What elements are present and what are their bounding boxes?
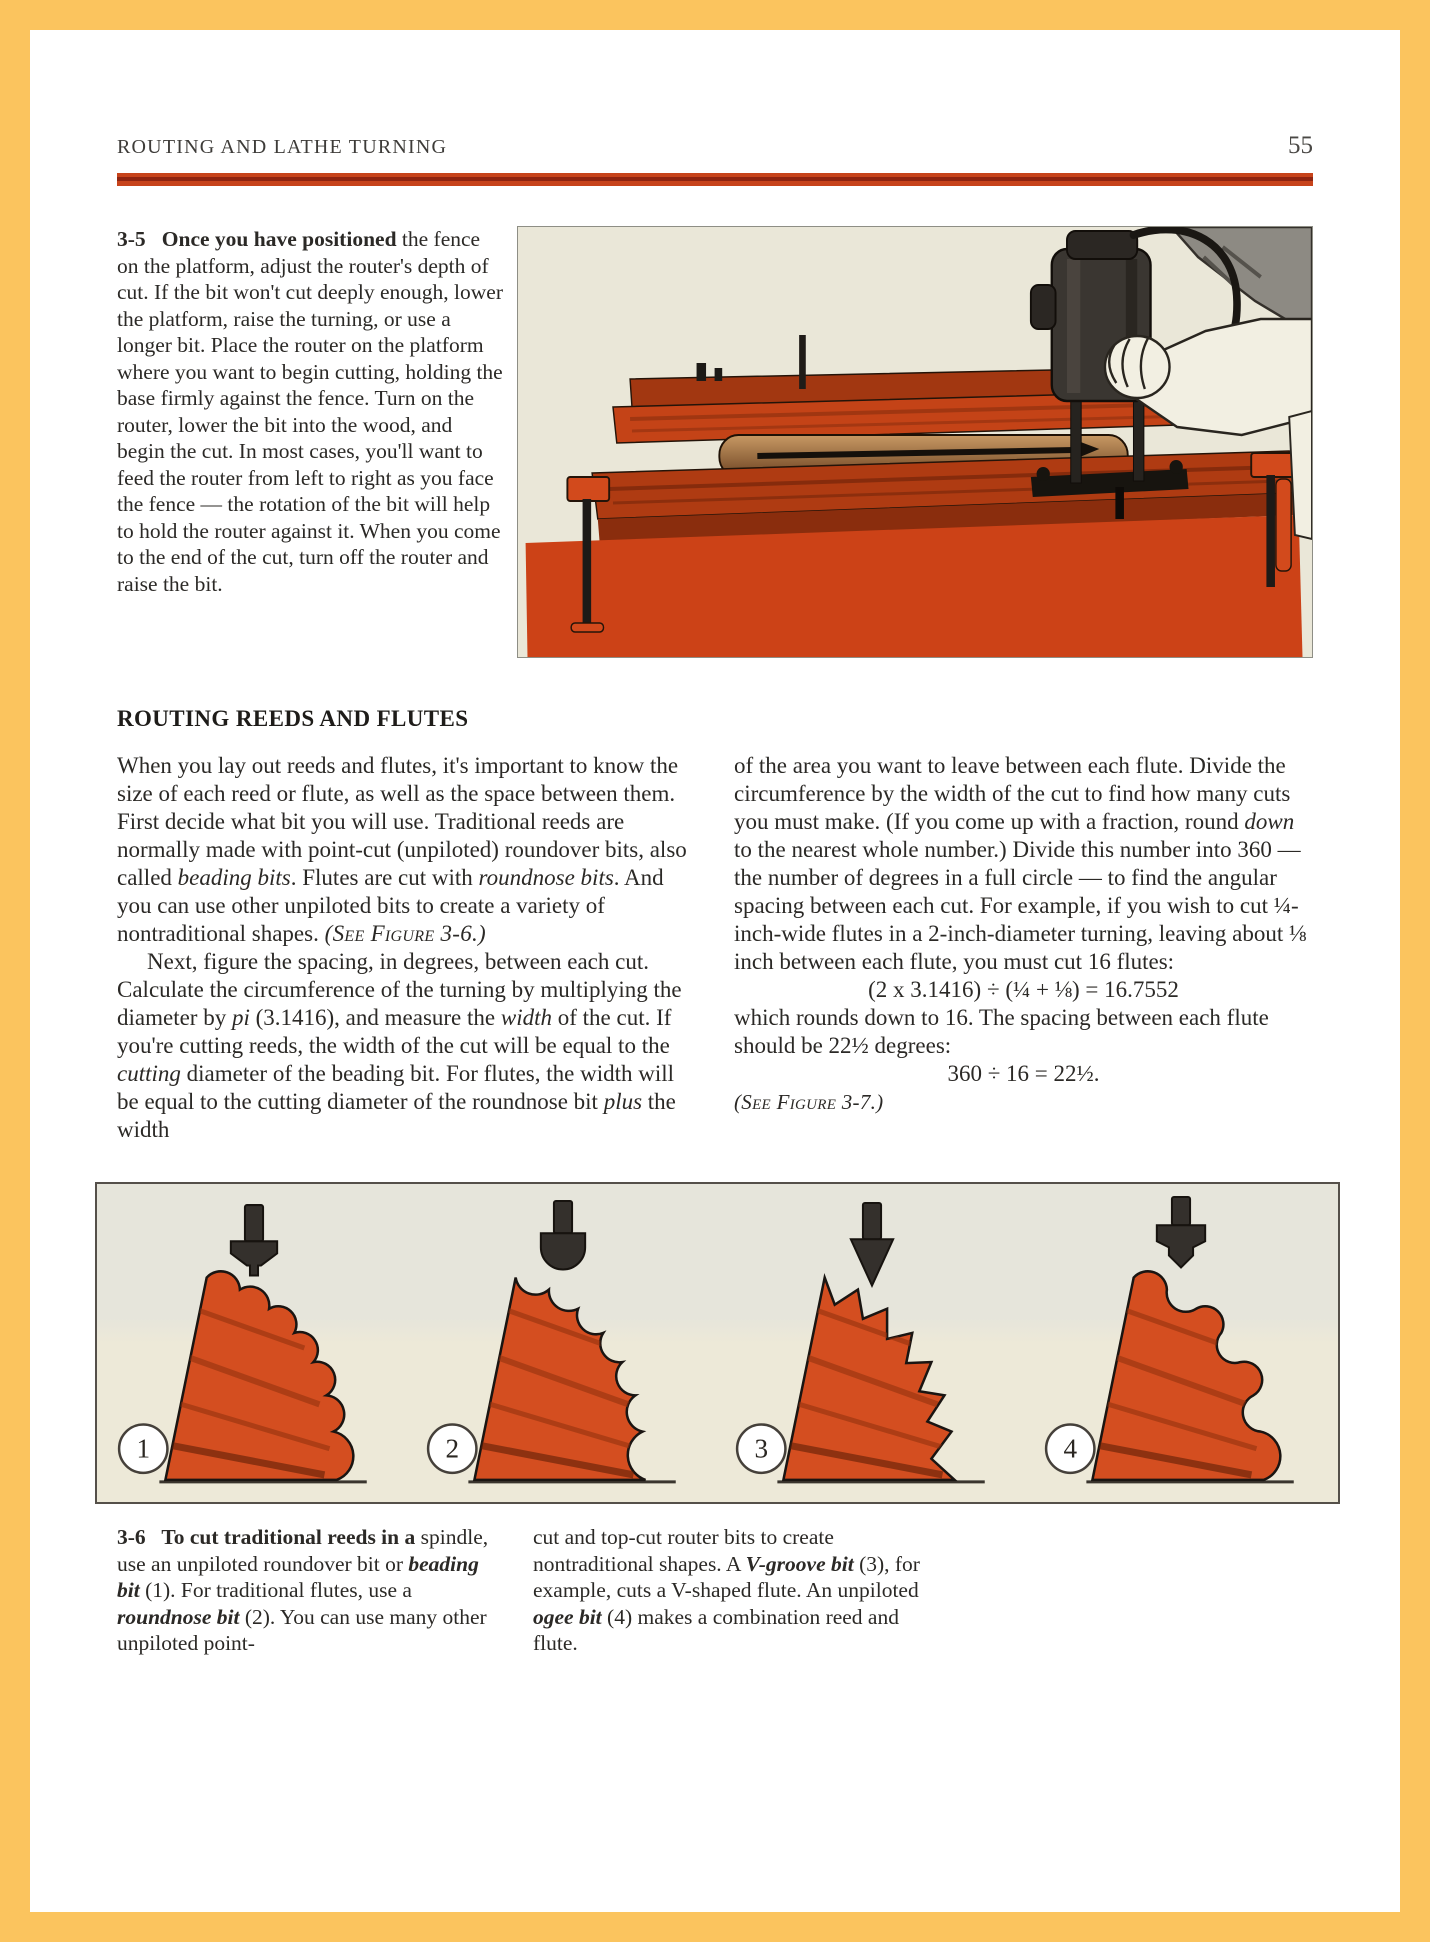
fence-knob	[697, 363, 706, 381]
formula-circumference: (2 x 3.1416) ÷ (¼ + ⅛) = 16.7552	[868, 977, 1179, 1002]
see-figure-note: (See Figure 3-7.)	[734, 1090, 884, 1114]
header-rule	[117, 173, 1313, 186]
callout-number: 2	[445, 1433, 460, 1464]
v-groove-bit-icon	[851, 1203, 893, 1286]
wedge-3-v-grooves	[721, 1190, 1023, 1502]
router-post	[1133, 393, 1143, 481]
body-column-right	[734, 752, 1313, 1144]
clamp-right-bar	[1276, 479, 1291, 571]
body-paragraph: Next, figure the spacing, in degrees, between each cut. Calculate the circumference of the turning by multiplying the diameter by pi (3.1416), and measure the width of the cut. If you're cutting reeds, the width of the cut will be equal to the cutting diameter of the beading bit. For flutes, the width will be equal to the cutting diameter of the roundnose bit plus the width	[117, 949, 682, 1142]
wedge-1-reeds	[103, 1190, 405, 1502]
formula-spacing: 360 ÷ 16 = 22½.	[947, 1061, 1100, 1086]
beading-bit-icon	[231, 1205, 277, 1275]
router-bit	[1115, 487, 1124, 519]
body-paragraph: of the area you want to leave between each flute. Divide the circumference by the width of the cut to find how many cuts you must make. (If you come up with a fraction, round down to the nearest whole number.) Divide this number into 360 — the number of degrees in a full circle — to find the angular spacing between each cut. For example, if you wish to cut ¼-inch-wide flutes in a 2-inch-diameter turning, leaving about ⅛ inch between each flute, you must cut 16 flutes:	[734, 753, 1307, 974]
router-post	[1071, 395, 1081, 483]
page-number: 55	[1288, 132, 1313, 159]
figure-3-6-caption-right: cut and top-cut router bits to create nontraditional shapes. A V-groove bit (3), for example, cuts a V-shaped flute. An unpiloted ogee bit (4) makes a combination reed and flute.	[533, 1525, 920, 1655]
book-page	[30, 30, 1400, 1912]
page-header	[117, 30, 1313, 160]
figure-3-5-illustration	[517, 226, 1313, 658]
router-on-lathe-illustration	[518, 227, 1312, 657]
figure-3-5	[117, 226, 1313, 658]
body-paragraph: When you lay out reeds and flutes, it's important to know the size of each reed or flute, as well as the space between them. First decide what bit you will use. Traditional reeds are normally made with point-cut (unpiloted) roundover bits, also called beading bits. Flutes are cut with roundnose bits. And you can use other unpiloted bits to create a variety of nontraditional shapes. (See Figure 3-6.)	[117, 753, 687, 946]
clamp-left-jaw	[567, 477, 609, 501]
figure-3-6-panel	[95, 1182, 1340, 1504]
ogee-bit-icon	[1157, 1197, 1205, 1267]
callout-number: 1	[136, 1433, 151, 1464]
wedge-2-flutes	[412, 1190, 714, 1502]
fence-knob	[715, 368, 723, 381]
clamp-left-handle	[571, 623, 603, 632]
callout-number: 4	[1063, 1433, 1078, 1464]
wedge-4-ogee	[1030, 1190, 1332, 1502]
clamp-left-screw	[583, 499, 592, 627]
router-cap	[1067, 231, 1137, 259]
body-columns	[117, 752, 1313, 1144]
figure-3-5-caption: 3-5 Once you have positioned the fence on the platform, adjust the router's depth of cut. If the bit won't cut deeply enough, lower the platform, raise the turning, or use a longer bit. Place the router on the platform where you want to begin cutting, holding the base firmly against the fence. Turn on the router, lower the bit into the wood, and begin the cut. In most cases, you'll want to feed the router from left to right as you face the fence — the rotation of the bit will help to hold the router against it. When you come to the end of the cut, turn off the router and raise the bit.	[117, 227, 503, 596]
running-header: ROUTING AND LATHE TURNING	[117, 136, 448, 158]
roundnose-bit-icon	[541, 1201, 585, 1269]
callout-number: 3	[754, 1433, 769, 1464]
section-heading: ROUTING REEDS AND FLUTES	[117, 706, 469, 731]
clamp-right-screw	[1266, 475, 1275, 587]
body-column-left	[117, 752, 696, 1144]
body-paragraph: which rounds down to 16. The spacing between each flute should be 22½ degrees:	[734, 1005, 1269, 1058]
router-knob	[1031, 285, 1056, 329]
stop-pin	[799, 335, 806, 389]
figure-3-6-caption-left: 3-6 To cut traditional reeds in a spindle, use an unpiloted roundover bit or beading bit (1). For traditional flutes, use a roundnose bit (2). You can use many other unpiloted point-	[117, 1525, 489, 1655]
figure-3-6-caption	[117, 1524, 1313, 1657]
clamp-right-jaw	[1251, 453, 1295, 477]
